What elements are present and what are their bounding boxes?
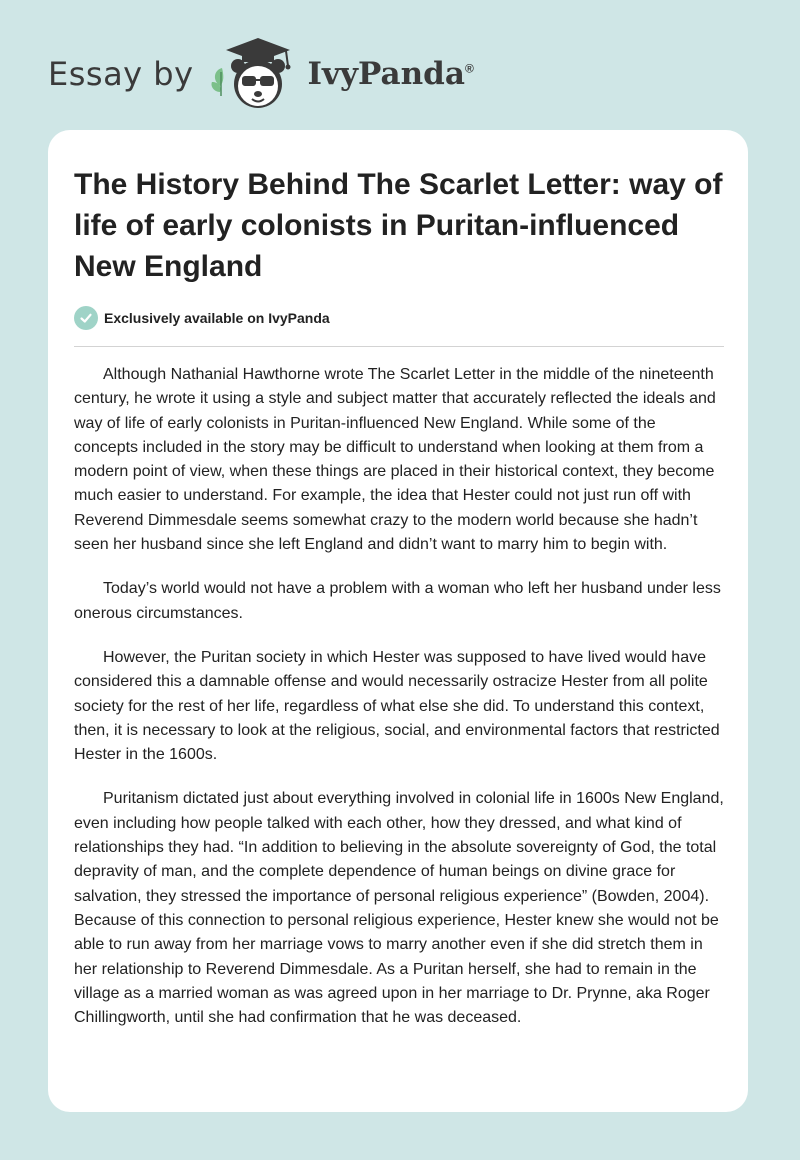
paragraph: Puritanism dictated just about everything involved in colonial life in 1600s New England, even including how people talked with each other, how they dressed, and what kind of relationships they had. “In addition to believing in the absolute sovereignty of God, the total depravity of man, and the complete dependence of human beings on divine grace for salvation, they stressed the importance of personal religious experience” (Bowden, 2004). Because of this connection to personal religious experience, Hester knew she would not be able to run away from her marriage vows to marry another even if she did stretch them in her relationship to Reverend Dimmesdale. As a Puritan herself, she had to remain in the village as a married woman as was agreed upon in her marriage to Dr. Prynne, aka Roger Chillingworth, until she had confirmation that he was deceased. xyxy=(74,790,724,1027)
brand-name-text: IvyPanda xyxy=(307,56,465,92)
site-brand[interactable] xyxy=(48,36,474,112)
brand-name xyxy=(308,56,474,92)
essay-card xyxy=(48,130,748,1112)
paragraph: Today’s world would not have a problem with a woman who left her husband under less onerous circumstances. xyxy=(74,580,721,622)
registered-mark: ® xyxy=(464,61,474,76)
check-circle-icon xyxy=(74,306,98,330)
essay-title: The History Behind The Scarlet Letter: way of life of early colonists in Puritan-influenced New England xyxy=(74,168,723,283)
panda-logo-icon xyxy=(208,36,300,112)
exclusive-badge xyxy=(74,306,330,330)
paragraph: However, the Puritan society in which Hester was supposed to have lived would have considered this a damnable offense and would necessarily ostracize Hester from all polite society for the rest of her life, regardless of what else she did. To understand this context, then, it is necessary to look at the religious, social, and environmental factors that restricted Hester in the 1600s. xyxy=(74,648,720,764)
check-icon xyxy=(79,311,93,325)
essay-body xyxy=(74,363,724,1050)
brand-prefix: Essay by xyxy=(48,55,194,93)
paragraph: Although Nathanial Hawthorne wrote The Scarlet Letter in the middle of the nineteenth century, he wrote it using a style and subject matter that accurately reflected the ideals and way of life of early colonists in Puritan-influenced New England. While some of the concepts included in the story may be difficult to understand when looking at them from a modern point of view, when these things are placed in their historical context, they become much easier to understand. For example, the idea that Hester could not just run off with Reverend Dimmesdale seems somewhat crazy to the modern world because she hadn’t seen her husband since she left England and didn’t want to marry him to begin with. xyxy=(74,366,716,554)
divider xyxy=(74,346,724,347)
exclusive-badge-label: Exclusively available on IvyPanda xyxy=(104,310,330,326)
